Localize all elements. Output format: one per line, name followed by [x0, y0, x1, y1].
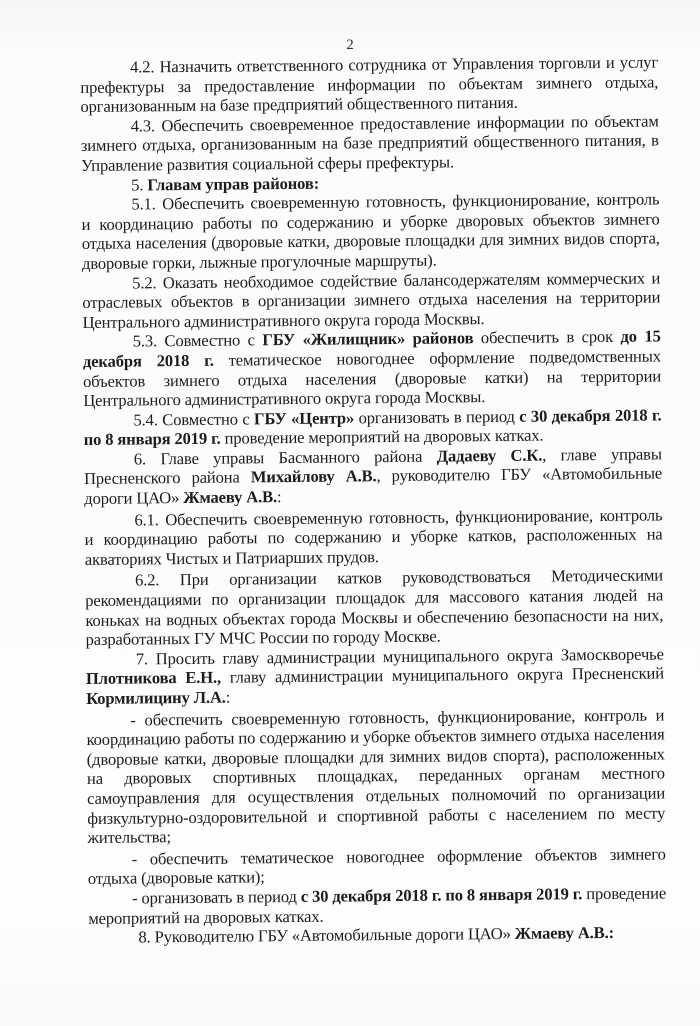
paragraph-6-2: 6.2. При организации катков руководствоваться Методическими рекомендациями по организации площадок для массового катания людей на коньках на водных объектах города Москвы и обеспечению безопасности на них, разработанных ГУ МЧС России по городу Москве. [85, 565, 664, 650]
text-run: , главе управы Пресненского района [83, 444, 662, 489]
paragraph-4-3: 4.3. Обеспечить своевременное предоставление информации по объектам зимнего отдыха, организованным на базе предприятий общественного питания, в Управление развития социальной сферы префектуры. [80, 111, 659, 175]
bold-run: до 15 декабря 2018 г. [82, 326, 661, 371]
text-run: , руководителю ГБУ «Автомобильные дороги ЦАО» [84, 463, 663, 509]
bold-run: ГБУ «Центр» [253, 408, 355, 429]
text-run: 5.4. Совместно с [133, 409, 255, 430]
text-run: обеспечить в срок [473, 327, 621, 348]
paragraph-5-1: 5.1. Обеспечить своевременную готовность, функционирование, контроль и координацию работы по содержанию и уборке дворовых объектов зимнего отдыха населения (дворовые катки, дворовые площадки для зимних видов спорта, дворовые горки, лыжные прогулочные маршруты). [81, 189, 660, 273]
text-run: главу администрации муниципального округа Пресненский [220, 663, 665, 688]
paragraph-5-2: 5.2. Оказать необходимое содействие балансодержателям коммерческих и отраслевых объектов в организации зимнего отдыха населения на территории Центрального административного округа города Москвы. [82, 267, 661, 332]
text-run: проведение мероприятий на дворовых катках. [220, 425, 544, 448]
paragraph-7 [86, 644, 665, 708]
document-body [80, 52, 667, 947]
text-run: проведение мероприятий на дворовых катках. [88, 883, 667, 928]
paragraph-5-4 [83, 405, 661, 450]
text-run: 5.3. Совместно с [132, 330, 263, 351]
paragraph-5-3 [83, 327, 662, 411]
bold-run: с 30 декабря 2018 г. по 8 января 2019 г. [83, 405, 662, 450]
bold-run: Дадаеву С.К. [436, 445, 543, 466]
bold-run: Михайлову А.В. [250, 466, 377, 487]
text-run: : [276, 487, 282, 507]
paragraph-6-1: 6.1. Обеспечить своевременную готовность, функционирование, контроль и координацию работы по содержанию и уборке катков, расположенных на акваториях Чистых и Патриарших прудов. [84, 505, 663, 569]
list-item-dash-1: - обеспечить своевременную готовность, функционирование, контроль и координацию работы по содержанию и уборке объектов зимнего отдыха населения (дворовые катки, дворовые площадки для зимних видов спорта), расположенных на дворовых спортивных площадках, переданных органам местного самоуправления для осуществления отдельных полномочий по организации физкультурно-оздоровительной и спортивной работы с населением по месту жительства; [86, 705, 666, 848]
paragraph-4-2: 4.2. Назначить ответственного сотрудника от Управления торговли и услуг префектуры за предоставление информации по объектам зимнего отдыха, организованным на базе предприятий общественного питания. [80, 52, 659, 117]
text-run: организовать в период [353, 406, 520, 428]
bold-run: Кормилицину Л.А. [86, 687, 226, 708]
heading-number: 5. [131, 174, 148, 195]
bold-run: Жмаеву А.В.: [514, 923, 614, 943]
bold-run: ГБУ «Жилищник» районов [262, 328, 474, 350]
page-number: 2 [346, 37, 354, 53]
paragraph-6 [84, 444, 663, 508]
text-run: 6. Главе управы Басманного района [133, 446, 437, 469]
text-run: 7. Просить главу администрации муниципального округа Замоскворечье [135, 644, 664, 669]
bold-run: с 30 декабря 2018 г. по 8 января 2019 г. [300, 884, 583, 906]
heading-text: Главам управ районов: [147, 173, 320, 194]
bold-run: Жмаеву А.В. [183, 487, 278, 508]
text-run: 8. Руководителю ГБУ «Автомобильные дороги ЦАО» [138, 923, 515, 947]
text-run: - организовать в период [131, 886, 301, 908]
list-item-dash-3 [88, 883, 666, 928]
list-item-dash-2: - обеспечить тематическое новогоднее оформление объектов зимнего отдыха (дворовые катки); [87, 844, 666, 889]
text-run: тематическое новогоднее оформление подведомственных объектов зимнего отдыха населения (дворовые катки) на территории Центрального административного округа города Москвы. [83, 346, 662, 411]
text-run: : [225, 687, 231, 707]
bold-run: Плотникова Е.Н., [85, 668, 222, 689]
paragraph-8 [88, 923, 666, 948]
